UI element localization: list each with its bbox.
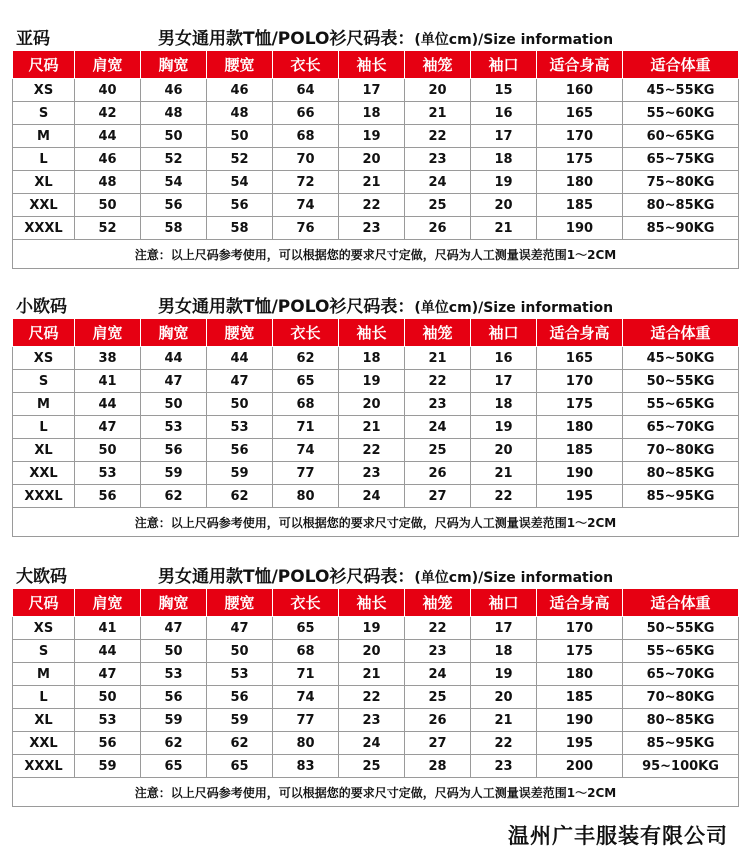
table-cell: 23	[339, 217, 405, 240]
unit-text: (单位cm)/Size information	[414, 32, 614, 48]
size-label-cell: S	[13, 370, 75, 393]
column-header: 适合身高	[537, 589, 623, 617]
table-row	[13, 194, 739, 217]
table-cell: 24	[405, 416, 471, 439]
table-row	[13, 217, 739, 240]
size-label-cell: XXXL	[13, 755, 75, 778]
table-row	[13, 416, 739, 439]
table-cell: 83	[273, 755, 339, 778]
column-header: 腰宽	[207, 51, 273, 79]
note-row	[13, 778, 739, 807]
table-cell: 23	[405, 393, 471, 416]
title-text: 男女通用款T恤/POLO衫尺码表：	[158, 29, 415, 49]
size-label-cell: XXXL	[13, 217, 75, 240]
table-cell: 59	[141, 462, 207, 485]
table-row	[13, 171, 739, 194]
table-cell: 22	[405, 125, 471, 148]
title-text: 男女通用款T恤/POLO衫尺码表：	[158, 297, 415, 317]
unit-text: (单位cm)/Size information	[414, 300, 614, 316]
size-table	[12, 318, 739, 537]
table-cell: 71	[273, 663, 339, 686]
table-cell: 18	[471, 148, 537, 171]
column-header: 衣长	[273, 319, 339, 347]
table-cell: 38	[75, 347, 141, 370]
table-cell: 18	[339, 102, 405, 125]
table-cell: 77	[273, 709, 339, 732]
table-cell: 62	[207, 732, 273, 755]
table-cell: 44	[75, 393, 141, 416]
column-header: 尺码	[13, 589, 75, 617]
size-label-cell: S	[13, 640, 75, 663]
table-cell: 15	[471, 79, 537, 102]
table-row	[13, 370, 739, 393]
size-label-cell: L	[13, 686, 75, 709]
column-header: 胸宽	[141, 589, 207, 617]
column-header: 胸宽	[141, 51, 207, 79]
table-cell: 85~95KG	[623, 485, 739, 508]
size-label-cell: S	[13, 102, 75, 125]
table-row	[13, 393, 739, 416]
table-row	[13, 686, 739, 709]
note-row	[13, 240, 739, 269]
table-cell: 56	[141, 194, 207, 217]
size-label-cell: XS	[13, 347, 75, 370]
table-cell: 19	[339, 370, 405, 393]
column-header: 胸宽	[141, 319, 207, 347]
table-cell: 170	[537, 617, 623, 640]
table-cell: 47	[141, 370, 207, 393]
size-label-cell: XS	[13, 617, 75, 640]
table-cell: 68	[273, 640, 339, 663]
size-label-cell: XL	[13, 709, 75, 732]
table-cell: 74	[273, 686, 339, 709]
table-cell: 54	[141, 171, 207, 194]
section-title	[158, 24, 613, 49]
column-header: 适合体重	[623, 51, 739, 79]
table-cell: 50	[75, 194, 141, 217]
table-cell: 22	[339, 686, 405, 709]
table-cell: 195	[537, 732, 623, 755]
table-cell: 58	[141, 217, 207, 240]
note-text: 注意：以上尺码参考使用，可以根据您的要求尺寸定做，尺码为人工测量误差范围1～2CM	[13, 778, 739, 807]
table-cell: 42	[75, 102, 141, 125]
table-cell: 53	[141, 663, 207, 686]
table-cell: 56	[141, 439, 207, 462]
column-header: 袖笼	[405, 319, 471, 347]
table-cell: 25	[339, 755, 405, 778]
table-cell: 68	[273, 125, 339, 148]
table-cell: 165	[537, 102, 623, 125]
column-header: 腰宽	[207, 319, 273, 347]
table-cell: 68	[273, 393, 339, 416]
table-cell: 46	[75, 148, 141, 171]
table-cell: 56	[141, 686, 207, 709]
table-cell: 170	[537, 370, 623, 393]
table-cell: 62	[141, 485, 207, 508]
table-cell: 53	[207, 663, 273, 686]
table-cell: 185	[537, 194, 623, 217]
table-cell: 16	[471, 347, 537, 370]
section-title	[158, 562, 613, 587]
column-header: 适合体重	[623, 589, 739, 617]
table-row	[13, 732, 739, 755]
table-cell: 24	[339, 732, 405, 755]
table-cell: 18	[339, 347, 405, 370]
table-cell: 62	[207, 485, 273, 508]
table-cell: 16	[471, 102, 537, 125]
table-cell: 48	[141, 102, 207, 125]
table-cell: 59	[141, 709, 207, 732]
size-label-cell: L	[13, 416, 75, 439]
table-cell: 76	[273, 217, 339, 240]
table-cell: 19	[339, 617, 405, 640]
section-name: 小欧码	[16, 297, 67, 317]
section-title	[158, 292, 613, 317]
company-name: 温州广丰服装有限公司	[508, 824, 728, 848]
table-cell: 19	[339, 125, 405, 148]
size-label-cell: XL	[13, 171, 75, 194]
size-label-cell: L	[13, 148, 75, 171]
table-cell: 45~55KG	[623, 79, 739, 102]
table-cell: 77	[273, 462, 339, 485]
table-row	[13, 148, 739, 171]
table-cell: 195	[537, 485, 623, 508]
table-header-row	[13, 319, 739, 347]
table-cell: 19	[471, 171, 537, 194]
table-cell: 75~80KG	[623, 171, 739, 194]
table-cell: 66	[273, 102, 339, 125]
table-cell: 21	[405, 347, 471, 370]
note-text: 注意：以上尺码参考使用，可以根据您的要求尺寸定做，尺码为人工测量误差范围1～2CM	[13, 240, 739, 269]
table-cell: 50	[141, 640, 207, 663]
table-cell: 50	[207, 125, 273, 148]
table-cell: 17	[471, 370, 537, 393]
table-cell: 47	[75, 663, 141, 686]
section-header	[12, 288, 738, 318]
table-cell: 52	[141, 148, 207, 171]
table-cell: 50	[141, 393, 207, 416]
table-row	[13, 617, 739, 640]
table-cell: 55~65KG	[623, 393, 739, 416]
note-text: 注意：以上尺码参考使用，可以根据您的要求尺寸定做，尺码为人工测量误差范围1～2CM	[13, 508, 739, 537]
table-cell: 19	[471, 416, 537, 439]
column-header: 腰宽	[207, 589, 273, 617]
table-cell: 47	[207, 370, 273, 393]
table-cell: 175	[537, 640, 623, 663]
table-cell: 85~95KG	[623, 732, 739, 755]
table-row	[13, 755, 739, 778]
table-cell: 21	[405, 102, 471, 125]
table-cell: 175	[537, 393, 623, 416]
column-header: 袖笼	[405, 589, 471, 617]
table-cell: 180	[537, 416, 623, 439]
table-cell: 65~70KG	[623, 416, 739, 439]
table-cell: 54	[207, 171, 273, 194]
table-cell: 41	[75, 370, 141, 393]
column-header: 肩宽	[75, 319, 141, 347]
title-text: 男女通用款T恤/POLO衫尺码表：	[158, 567, 415, 587]
table-cell: 72	[273, 171, 339, 194]
size-label-cell: M	[13, 125, 75, 148]
table-cell: 65~70KG	[623, 663, 739, 686]
column-header: 袖口	[471, 51, 537, 79]
table-cell: 40	[75, 79, 141, 102]
table-cell: 95~100KG	[623, 755, 739, 778]
table-cell: 47	[75, 416, 141, 439]
table-cell: 65	[273, 370, 339, 393]
size-label-cell: XXL	[13, 194, 75, 217]
table-cell: 180	[537, 663, 623, 686]
table-row	[13, 79, 739, 102]
size-label-cell: M	[13, 393, 75, 416]
table-cell: 53	[141, 416, 207, 439]
section-name: 大欧码	[16, 567, 67, 587]
column-header: 衣长	[273, 589, 339, 617]
table-cell: 185	[537, 686, 623, 709]
table-cell: 20	[405, 79, 471, 102]
table-row	[13, 709, 739, 732]
table-cell: 21	[339, 171, 405, 194]
table-cell: 50~55KG	[623, 370, 739, 393]
table-cell: 56	[75, 485, 141, 508]
note-row	[13, 508, 739, 537]
table-cell: 20	[339, 640, 405, 663]
table-cell: 64	[273, 79, 339, 102]
column-header: 衣长	[273, 51, 339, 79]
section-header	[12, 558, 738, 588]
column-header: 袖长	[339, 589, 405, 617]
column-header: 适合体重	[623, 319, 739, 347]
table-cell: 53	[75, 462, 141, 485]
table-row	[13, 102, 739, 125]
table-cell: 56	[207, 194, 273, 217]
table-cell: 27	[405, 732, 471, 755]
table-cell: 24	[405, 171, 471, 194]
table-cell: 20	[339, 148, 405, 171]
table-cell: 165	[537, 347, 623, 370]
table-cell: 22	[471, 485, 537, 508]
table-cell: 20	[471, 194, 537, 217]
table-cell: 23	[471, 755, 537, 778]
table-cell: 74	[273, 439, 339, 462]
table-cell: 23	[405, 640, 471, 663]
table-cell: 52	[75, 217, 141, 240]
column-header: 肩宽	[75, 51, 141, 79]
table-cell: 23	[405, 148, 471, 171]
table-cell: 26	[405, 462, 471, 485]
column-header: 肩宽	[75, 589, 141, 617]
table-cell: 62	[273, 347, 339, 370]
table-cell: 20	[471, 686, 537, 709]
size-label-cell: XS	[13, 79, 75, 102]
table-cell: 50	[141, 125, 207, 148]
table-cell: 21	[471, 462, 537, 485]
table-cell: 200	[537, 755, 623, 778]
table-cell: 175	[537, 148, 623, 171]
section-header	[12, 20, 738, 50]
table-cell: 55~65KG	[623, 640, 739, 663]
table-cell: 53	[207, 416, 273, 439]
table-cell: 22	[339, 439, 405, 462]
column-header: 袖口	[471, 319, 537, 347]
table-cell: 80	[273, 485, 339, 508]
table-cell: 70~80KG	[623, 439, 739, 462]
table-cell: 59	[75, 755, 141, 778]
table-cell: 85~90KG	[623, 217, 739, 240]
table-cell: 44	[207, 347, 273, 370]
table-cell: 50	[207, 393, 273, 416]
table-cell: 170	[537, 125, 623, 148]
size-label-cell: M	[13, 663, 75, 686]
table-cell: 190	[537, 217, 623, 240]
table-cell: 46	[141, 79, 207, 102]
table-cell: 50	[75, 439, 141, 462]
table-cell: 80	[273, 732, 339, 755]
size-section-asian	[12, 20, 738, 269]
table-cell: 71	[273, 416, 339, 439]
table-cell: 48	[207, 102, 273, 125]
table-cell: 56	[75, 732, 141, 755]
table-cell: 44	[75, 125, 141, 148]
table-cell: 80~85KG	[623, 194, 739, 217]
table-cell: 20	[339, 393, 405, 416]
table-cell: 56	[207, 439, 273, 462]
table-cell: 22	[405, 370, 471, 393]
table-cell: 18	[471, 393, 537, 416]
table-cell: 21	[339, 416, 405, 439]
table-row	[13, 640, 739, 663]
table-cell: 50~55KG	[623, 617, 739, 640]
table-cell: 55~60KG	[623, 102, 739, 125]
table-cell: 17	[471, 617, 537, 640]
size-label-cell: XXL	[13, 732, 75, 755]
table-cell: 48	[75, 171, 141, 194]
table-cell: 21	[471, 709, 537, 732]
table-cell: 185	[537, 439, 623, 462]
table-cell: 26	[405, 709, 471, 732]
size-label-cell: XXXL	[13, 485, 75, 508]
table-cell: 59	[207, 462, 273, 485]
table-cell: 59	[207, 709, 273, 732]
column-header: 适合身高	[537, 319, 623, 347]
table-cell: 80~85KG	[623, 709, 739, 732]
table-cell: 45~50KG	[623, 347, 739, 370]
table-cell: 44	[141, 347, 207, 370]
table-cell: 65~75KG	[623, 148, 739, 171]
column-header: 适合身高	[537, 51, 623, 79]
table-cell: 70~80KG	[623, 686, 739, 709]
table-cell: 27	[405, 485, 471, 508]
table-cell: 80~85KG	[623, 462, 739, 485]
size-label-cell: XL	[13, 439, 75, 462]
table-cell: 65	[207, 755, 273, 778]
table-cell: 52	[207, 148, 273, 171]
column-header: 袖笼	[405, 51, 471, 79]
table-cell: 58	[207, 217, 273, 240]
table-cell: 41	[75, 617, 141, 640]
table-cell: 22	[471, 732, 537, 755]
table-cell: 190	[537, 709, 623, 732]
table-cell: 160	[537, 79, 623, 102]
table-row	[13, 485, 739, 508]
table-cell: 21	[339, 663, 405, 686]
table-cell: 24	[405, 663, 471, 686]
table-cell: 65	[141, 755, 207, 778]
column-header: 尺码	[13, 319, 75, 347]
table-cell: 23	[339, 709, 405, 732]
table-row	[13, 439, 739, 462]
table-header-row	[13, 51, 739, 79]
table-row	[13, 347, 739, 370]
table-cell: 19	[471, 663, 537, 686]
table-cell: 50	[207, 640, 273, 663]
size-table	[12, 50, 739, 269]
table-cell: 180	[537, 171, 623, 194]
table-cell: 47	[207, 617, 273, 640]
table-cell: 18	[471, 640, 537, 663]
table-cell: 62	[141, 732, 207, 755]
table-cell: 47	[141, 617, 207, 640]
table-cell: 17	[339, 79, 405, 102]
table-cell: 190	[537, 462, 623, 485]
table-cell: 22	[339, 194, 405, 217]
table-cell: 25	[405, 194, 471, 217]
table-row	[13, 462, 739, 485]
table-cell: 17	[471, 125, 537, 148]
section-name: 亚码	[16, 29, 50, 49]
column-header: 袖口	[471, 589, 537, 617]
table-cell: 21	[471, 217, 537, 240]
table-cell: 56	[207, 686, 273, 709]
column-header: 尺码	[13, 51, 75, 79]
table-cell: 46	[207, 79, 273, 102]
table-cell: 20	[471, 439, 537, 462]
table-cell: 28	[405, 755, 471, 778]
table-cell: 65	[273, 617, 339, 640]
table-cell: 26	[405, 217, 471, 240]
table-cell: 50	[75, 686, 141, 709]
table-cell: 70	[273, 148, 339, 171]
table-cell: 25	[405, 439, 471, 462]
column-header: 袖长	[339, 51, 405, 79]
table-cell: 25	[405, 686, 471, 709]
table-cell: 53	[75, 709, 141, 732]
column-header: 袖长	[339, 319, 405, 347]
size-section-small-euro	[12, 288, 738, 537]
table-cell: 24	[339, 485, 405, 508]
table-cell: 60~65KG	[623, 125, 739, 148]
size-label-cell: XXL	[13, 462, 75, 485]
unit-text: (单位cm)/Size information	[414, 570, 614, 586]
table-row	[13, 663, 739, 686]
table-cell: 74	[273, 194, 339, 217]
table-cell: 44	[75, 640, 141, 663]
table-header-row	[13, 589, 739, 617]
size-table	[12, 588, 739, 807]
table-row	[13, 125, 739, 148]
table-cell: 23	[339, 462, 405, 485]
size-section-large-euro	[12, 558, 738, 807]
table-cell: 22	[405, 617, 471, 640]
